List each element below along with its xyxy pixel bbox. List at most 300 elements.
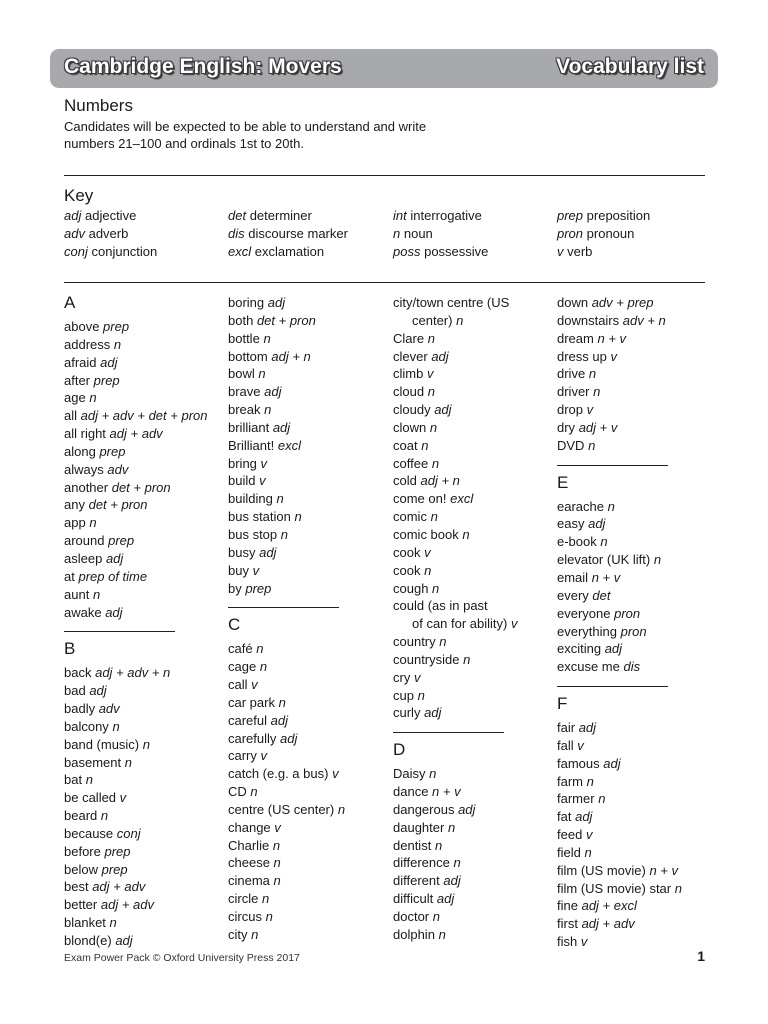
part-of-speech: n — [653, 552, 662, 568]
page-number: 1 — [697, 948, 705, 964]
numbers-description — [64, 118, 464, 152]
vocab-column-3 — [393, 294, 558, 944]
part-of-speech: n — [89, 515, 97, 531]
key-item — [393, 207, 558, 225]
part-of-speech: n — [600, 534, 608, 550]
vocab-entry — [64, 700, 229, 718]
vocab-word: field — [557, 844, 581, 860]
document-title: Cambridge English: Movers — [64, 55, 342, 78]
part-of-speech: v — [610, 348, 617, 364]
vocab-entry — [228, 658, 393, 676]
vocab-word: fall — [557, 737, 574, 753]
part-of-speech: adj — [578, 720, 597, 736]
vocab-entry — [64, 914, 229, 932]
vocab-entry — [228, 365, 393, 383]
part-of-speech: adj — [458, 801, 476, 817]
part-of-speech: adj — [272, 419, 291, 435]
part-of-speech: n — [92, 586, 101, 602]
vocab-entry — [64, 664, 229, 682]
vocab-word: blond(e) — [64, 933, 112, 948]
vocab-word: fair — [557, 720, 576, 736]
part-of-speech: v — [252, 562, 260, 578]
key-meaning: possessive — [424, 244, 489, 260]
vocab-entry — [228, 783, 393, 801]
part-of-speech: n — [272, 837, 281, 853]
key-item — [557, 243, 722, 261]
vocab-entry — [393, 926, 558, 944]
vocab-word: every — [557, 587, 589, 603]
key-abbr: adv — [64, 226, 85, 242]
vocab-entry — [557, 737, 722, 755]
key-abbr: det — [228, 208, 247, 223]
part-of-speech: n — [438, 926, 446, 942]
part-of-speech: n — [100, 808, 109, 824]
part-of-speech: n — [264, 402, 272, 418]
vocab-entry — [393, 580, 558, 598]
part-of-speech: n — [424, 562, 432, 578]
part-of-speech: adj — [259, 544, 277, 560]
vocab-entry — [393, 294, 558, 312]
part-of-speech: n — [429, 419, 438, 435]
vocab-entry — [64, 586, 229, 604]
vocab-word: another — [64, 479, 109, 495]
part-of-speech: n — [263, 330, 271, 346]
part-of-speech: adj — [603, 755, 621, 771]
vocab-word: elevator (UK lift) — [557, 552, 651, 568]
vocab-entry — [228, 854, 393, 872]
part-of-speech: pron — [620, 623, 647, 639]
vocab-entry — [228, 383, 393, 401]
vocab-entry — [64, 407, 229, 425]
vocab-entry — [64, 604, 229, 622]
vocab-entry — [64, 372, 229, 390]
vocab-word: easy — [557, 516, 585, 532]
vocab-word: film (US movie) star — [557, 880, 672, 896]
part-of-speech: n — [124, 754, 132, 770]
vocab-word: bring — [228, 455, 257, 471]
letter-heading: B — [64, 639, 76, 659]
part-of-speech: n — [417, 687, 425, 703]
vocab-entry — [228, 837, 393, 855]
part-of-speech: v — [577, 737, 584, 753]
vocab-entry — [393, 490, 558, 508]
vocab-entry — [557, 437, 722, 455]
vocab-column-2 — [228, 294, 393, 944]
part-of-speech: prep of time — [78, 568, 148, 584]
vocab-entry — [64, 443, 229, 461]
vocab-entry — [228, 580, 393, 598]
vocab-entry — [393, 765, 558, 783]
vocab-entry — [64, 682, 229, 700]
vocab-entry — [557, 826, 722, 844]
vocab-word: comic book — [393, 526, 459, 542]
vocab-word: all — [64, 408, 78, 424]
vocab-entry — [228, 419, 393, 437]
vocab-word: afraid — [64, 354, 97, 370]
part-of-speech: n — [434, 837, 443, 853]
vocab-entry — [393, 837, 558, 855]
vocab-entry — [228, 908, 393, 926]
vocab-word: build — [228, 473, 256, 489]
part-of-speech: adv + prep — [591, 295, 654, 310]
vocab-word: best — [64, 879, 89, 895]
vocab-entry — [557, 897, 722, 915]
vocab-entry — [393, 544, 558, 562]
vocab-entry — [393, 455, 558, 473]
vocab-word: film (US movie) — [557, 862, 646, 878]
vocab-word: different — [393, 873, 440, 889]
part-of-speech: prep — [245, 580, 272, 596]
part-of-speech: n — [453, 855, 461, 871]
vocab-word: change — [228, 819, 271, 835]
part-of-speech: n — [586, 773, 594, 789]
vocab-word: curly — [393, 705, 421, 721]
vocab-word: catch (e.g. a bus) — [228, 766, 329, 782]
part-of-speech: n — [432, 580, 440, 596]
vocab-entry — [393, 526, 558, 544]
vocab-entry — [393, 401, 558, 419]
part-of-speech: adj + n — [420, 473, 460, 489]
key-item — [64, 225, 229, 243]
vocab-word: bad — [64, 683, 86, 699]
part-of-speech: adj — [100, 354, 118, 370]
vocab-entry — [557, 808, 722, 826]
part-of-speech: adj — [443, 873, 461, 889]
part-of-speech: adj — [280, 730, 298, 746]
part-of-speech: excl — [277, 437, 301, 453]
part-of-speech: n — [276, 491, 284, 507]
vocab-word: first — [557, 916, 578, 932]
vocab-word: dream — [557, 330, 594, 346]
vocab-word: clown — [393, 419, 427, 435]
part-of-speech: adj — [115, 933, 133, 948]
key-heading: Key — [64, 186, 94, 205]
part-of-speech: n — [273, 855, 281, 871]
vocab-entry — [228, 819, 393, 837]
key-meaning: pronoun — [586, 226, 635, 242]
vocab-entry — [228, 294, 393, 312]
part-of-speech: adj + adv + n — [95, 665, 171, 681]
part-of-speech: n — [593, 384, 601, 400]
part-of-speech: n — [85, 772, 93, 788]
vocab-entry — [64, 461, 229, 479]
vocab-entry — [228, 490, 393, 508]
vocab-entry — [64, 425, 229, 443]
vocab-word: everyone — [557, 605, 611, 621]
vocab-entry — [64, 354, 229, 372]
vocab-word: cold — [393, 473, 417, 489]
key-item — [557, 207, 722, 225]
vocab-word: Daisy — [393, 766, 426, 782]
vocab-entry — [228, 544, 393, 562]
vocab-word: basement — [64, 754, 122, 770]
part-of-speech: adj — [264, 384, 282, 400]
part-of-speech: pron — [614, 605, 641, 621]
key-meaning: noun — [403, 226, 433, 242]
vocab-word: coat — [393, 437, 418, 453]
vocab-entry — [393, 872, 558, 890]
vocab-entry — [228, 472, 393, 490]
vocab-entry — [228, 437, 393, 455]
part-of-speech: v — [274, 819, 281, 835]
part-of-speech: adj — [267, 295, 286, 310]
vocab-entry — [557, 569, 722, 587]
part-of-speech: v — [426, 366, 434, 382]
part-of-speech: n — [588, 437, 596, 453]
numbers-line-1: Candidates will be expected to be able to understand and write — [64, 119, 427, 134]
part-of-speech: prep — [104, 843, 131, 859]
key-item — [393, 243, 558, 261]
vocab-entry — [557, 515, 722, 533]
part-of-speech: n — [439, 634, 447, 650]
part-of-speech: adv + n — [622, 312, 666, 328]
part-of-speech: adj — [270, 712, 289, 728]
part-of-speech: n — [447, 819, 456, 835]
vocab-word: dry — [557, 419, 576, 435]
part-of-speech: n — [142, 736, 150, 752]
vocab-entry — [64, 318, 229, 336]
vocab-word: age — [64, 390, 86, 406]
vocab-entry — [64, 789, 229, 807]
letter-heading: C — [228, 615, 241, 635]
vocab-word: daughter — [393, 819, 445, 835]
vocab-entry — [393, 597, 558, 615]
vocab-entry — [557, 658, 722, 676]
vocab-word: bus stop — [228, 526, 278, 542]
vocab-word: brave — [228, 384, 261, 400]
document-subtitle: Vocabulary list — [556, 55, 704, 78]
vocab-word: cage — [228, 659, 257, 675]
part-of-speech: n — [427, 384, 435, 400]
key-meaning: conjunction — [91, 244, 158, 260]
vocab-word: carry — [228, 748, 257, 764]
vocab-word: building — [228, 491, 273, 507]
vocab-word: both — [228, 312, 254, 328]
part-of-speech: v — [260, 455, 268, 471]
vocab-entry — [64, 514, 229, 532]
vocab-word: cough — [393, 580, 429, 596]
part-of-speech: n — [280, 526, 289, 542]
vocab-entry — [64, 878, 229, 896]
vocab-entry — [64, 532, 229, 550]
part-of-speech: n — [273, 873, 281, 889]
vocab-entry — [557, 640, 722, 658]
key-meaning: adverb — [88, 226, 129, 242]
vocab-word: call — [228, 677, 248, 693]
part-of-speech: v — [580, 934, 588, 950]
vocab-word: center) — [412, 312, 453, 328]
letter-heading: D — [393, 740, 406, 760]
vocab-entry — [393, 615, 558, 633]
part-of-speech: adj + excl — [581, 898, 637, 914]
part-of-speech: n + v — [432, 784, 461, 800]
vocab-entry — [228, 712, 393, 730]
vocab-word: Brilliant! — [228, 437, 275, 453]
key-item — [228, 225, 393, 243]
vocab-word: countryside — [393, 651, 460, 667]
vocab-entry — [64, 771, 229, 789]
part-of-speech: n — [462, 526, 470, 542]
vocab-word: cook — [393, 544, 421, 560]
vocab-word: blanket — [64, 915, 106, 931]
part-of-speech: n — [109, 915, 117, 931]
vocab-entry — [557, 294, 722, 312]
vocab-entry — [64, 550, 229, 568]
vocab-word: break — [228, 402, 261, 418]
part-of-speech: v — [251, 677, 258, 693]
vocab-entry — [228, 526, 393, 544]
part-of-speech: prep — [99, 443, 126, 459]
vocab-word: dangerous — [393, 801, 455, 817]
vocab-word: CD — [228, 784, 247, 800]
vocab-entry — [557, 551, 722, 569]
vocab-entry — [393, 669, 558, 687]
vocab-word: any — [64, 497, 85, 513]
part-of-speech: n — [259, 659, 268, 675]
vocab-word: exciting — [557, 641, 602, 657]
vocab-word: of can for ability) — [412, 616, 508, 632]
vocab-word: cry — [393, 669, 411, 685]
vocab-entry — [557, 587, 722, 605]
vocab-word: doctor — [393, 909, 430, 924]
vocab-word: coffee — [393, 455, 429, 471]
part-of-speech: adj + adv + det + pron — [80, 408, 208, 424]
part-of-speech: n — [429, 766, 437, 782]
vocab-word: cloud — [393, 384, 425, 400]
vocab-word: comic — [393, 509, 427, 525]
vocab-entry — [557, 605, 722, 623]
vocab-word: cinema — [228, 873, 270, 889]
key-abbr: conj — [64, 244, 88, 260]
vocab-entry — [228, 676, 393, 694]
vocab-entry — [228, 401, 393, 419]
vocab-entry — [557, 401, 722, 419]
part-of-speech: v — [259, 473, 266, 489]
part-of-speech: v — [332, 766, 339, 782]
part-of-speech: n — [427, 330, 435, 346]
vocab-word: awake — [64, 604, 102, 620]
key-meaning: interrogative — [410, 208, 482, 223]
key-meaning: verb — [567, 244, 593, 260]
vocab-word: badly — [64, 701, 96, 717]
vocab-entry — [228, 890, 393, 908]
vocab-word: above — [64, 319, 100, 334]
vocab-entry — [228, 765, 393, 783]
vocab-word: address — [64, 336, 111, 352]
key-column — [64, 207, 229, 262]
vocab-word: could (as in past — [393, 598, 488, 614]
vocab-entry — [557, 533, 722, 551]
vocab-entry — [228, 508, 393, 526]
part-of-speech: n — [250, 784, 258, 800]
part-of-speech: n — [456, 312, 464, 328]
divider-top — [64, 175, 705, 176]
key-item — [64, 207, 229, 225]
vocab-word: café — [228, 641, 253, 657]
part-of-speech: n + v — [597, 330, 627, 346]
vocab-entry — [228, 562, 393, 580]
vocab-word: dance — [393, 784, 429, 800]
vocab-word: difficult — [393, 891, 434, 907]
vocab-word: cloudy — [393, 402, 431, 418]
vocab-entry — [557, 365, 722, 383]
part-of-speech: n — [607, 498, 615, 514]
vocab-entry — [228, 730, 393, 748]
key-abbr: prep — [557, 208, 584, 223]
key-meaning: adjective — [84, 208, 137, 223]
vocab-word: city/town centre (US — [393, 295, 510, 310]
vocab-word: cook — [393, 562, 421, 578]
vocab-word: fat — [557, 809, 572, 825]
vocab-word: buy — [228, 562, 249, 578]
numbers-line-2: numbers 21–100 and ordinals 1st to 20th. — [64, 136, 304, 151]
letter-divider — [557, 686, 668, 687]
vocab-word: before — [64, 843, 101, 859]
key-meaning: exclamation — [254, 244, 325, 260]
letter-divider — [393, 732, 504, 733]
part-of-speech: prep — [108, 533, 135, 549]
key-item — [228, 207, 393, 225]
letter-divider — [64, 631, 175, 632]
vocab-entry — [393, 383, 558, 401]
key-meaning: preposition — [586, 208, 651, 223]
part-of-speech: adj — [604, 641, 623, 657]
vocab-entry — [393, 633, 558, 651]
vocab-word: DVD — [557, 437, 585, 453]
key-meaning: determiner — [249, 208, 312, 223]
vocab-entry — [393, 348, 558, 366]
vocab-word: dress up — [557, 348, 607, 364]
part-of-speech: n — [251, 926, 259, 942]
vocab-word: bowl — [228, 366, 255, 382]
part-of-speech: n — [674, 880, 682, 896]
vocab-word: country — [393, 634, 436, 650]
vocab-entry — [557, 915, 722, 933]
vocab-word: Charlie — [228, 837, 270, 853]
vocab-word: Clare — [393, 330, 425, 346]
vocab-entry — [393, 801, 558, 819]
vocab-word: back — [64, 665, 92, 681]
key-abbr: pron — [557, 226, 584, 242]
part-of-speech: n — [430, 509, 438, 525]
vocab-word: after — [64, 372, 91, 388]
vocab-entry — [393, 854, 558, 872]
vocab-entry — [64, 718, 229, 736]
vocab-column-1 — [64, 294, 229, 950]
vocab-word: earache — [557, 498, 604, 514]
vocab-entry — [393, 419, 558, 437]
part-of-speech: v — [413, 669, 421, 685]
part-of-speech: adj + adv — [92, 879, 146, 895]
vocab-entry — [64, 754, 229, 772]
vocab-entry — [64, 479, 229, 497]
vocab-word: beard — [64, 808, 98, 824]
vocab-entry — [557, 790, 722, 808]
vocab-word: farmer — [557, 791, 595, 807]
vocab-word: excuse me — [557, 659, 620, 675]
vocab-word: feed — [557, 827, 583, 843]
letter-heading: F — [557, 694, 568, 714]
vocab-entry — [64, 843, 229, 861]
vocab-entry — [228, 694, 393, 712]
vocab-entry — [393, 890, 558, 908]
vocab-word: email — [557, 569, 589, 585]
vocab-entry — [228, 348, 393, 366]
vocab-entry — [393, 908, 558, 926]
vocab-word: at — [64, 568, 75, 584]
part-of-speech: n — [431, 455, 440, 471]
part-of-speech: n — [598, 791, 606, 807]
